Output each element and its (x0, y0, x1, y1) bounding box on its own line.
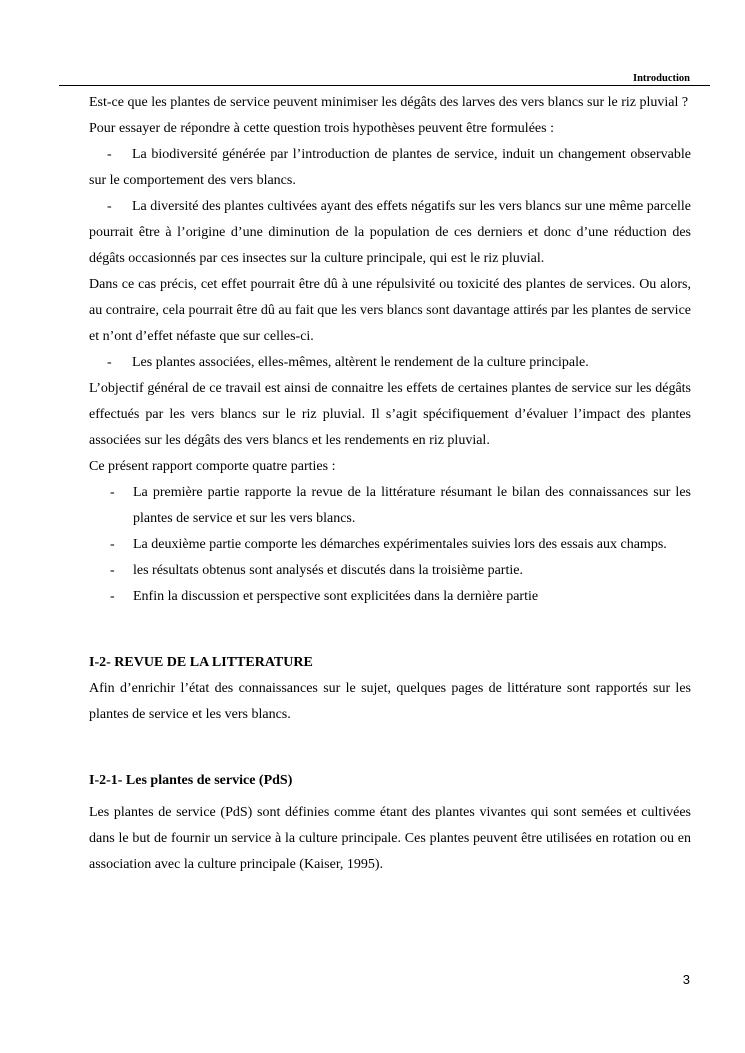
list-dash: - (107, 147, 112, 162)
hypothesis-item (89, 194, 691, 272)
page-content (89, 90, 691, 878)
hypothesis-detail: Dans ce cas précis, cet effet pourrait être dû à une répulsivité ou toxicité des plantes de services. Ou alors, au contraire, cela pourrait être dû au fait que les vers blancs sont davantage attirés par les plantes de service et n’ont d’effet néfaste que sur celles-ci. (89, 277, 691, 344)
hypothesis-text: La biodiversité générée par l’introduction de plantes de service, induit un changement observable sur le comportement des vers blancs. (89, 147, 691, 188)
list-item (89, 532, 691, 558)
list-item-text: Enfin la discussion et perspective sont explicitées dans la dernière partie (133, 589, 539, 604)
hypotheses-intro: Pour essayer de répondre à cette question trois hypothèses peuvent être formulées : (89, 121, 554, 136)
header-rule (59, 85, 710, 86)
review-paragraph: Afin d’enrichir l’état des connaissances sur le sujet, quelques pages de littérature sont rapportés sur les plantes de service et les vers blancs. (89, 681, 691, 722)
list-item (89, 584, 691, 610)
list-item (89, 480, 691, 532)
page-number: 3 (682, 972, 690, 987)
list-dash: - (107, 355, 112, 370)
pds-paragraph: Les plantes de service (PdS) sont définies comme étant des plantes vivantes qui sont semées et cultivées dans le but de fournir un service à la culture principale. Ces plantes peuvent être utilisées en rotation ou en association avec la culture principale (Kaiser, 1995). (89, 805, 691, 872)
list-item-text: les résultats obtenus sont analysés et discutés dans la troisième partie. (133, 563, 523, 578)
list-dash: - (107, 199, 112, 214)
list-item-text: La deuxième partie comporte les démarches expérimentales suivies lors des essais aux champs. (133, 537, 667, 552)
running-header: Introduction (633, 73, 690, 84)
section-heading-pds: I-2-1- Les plantes de service (PdS) (89, 773, 293, 788)
intro-question: Est-ce que les plantes de service peuvent minimiser les dégâts des larves des vers blancs sur le riz pluvial ? (89, 95, 689, 110)
hypothesis-text: La diversité des plantes cultivées ayant des effets négatifs sur les vers blancs sur une même parcelle pourrait être à l’origine d’une diminution de la population de ces derniers et donc d’une réduction des dégâts occasionnés par ces insectes sur la culture principale, qui est le riz pluvial. (89, 199, 691, 266)
objective-paragraph: L’objectif général de ce travail est ainsi de connaitre les effets de certaines plantes de service sur les dégâts effectués par les vers blancs sur le riz pluvial. Il s’agit spécifiquement d’évaluer l’impact des plantes associées sur les dégâts des vers blancs et les rendements en riz pluvial. (89, 381, 691, 448)
list-item (89, 558, 691, 584)
list-dash: - (110, 589, 115, 604)
list-item-text: La première partie rapporte la revue de la littérature résumant le bilan des connaissances sur les plantes de service et sur les vers blancs. (133, 485, 691, 526)
parts-intro: Ce présent rapport comporte quatre parties : (89, 459, 336, 474)
list-dash: - (110, 563, 115, 578)
hypothesis-item (89, 350, 691, 376)
hypothesis-item (89, 142, 691, 194)
section-heading-review: I-2- REVUE DE LA LITTERATURE (89, 655, 313, 670)
hypothesis-text: Les plantes associées, elles-mêmes, altèrent le rendement de la culture principale. (132, 355, 589, 370)
list-dash: - (110, 485, 115, 500)
list-dash: - (110, 537, 115, 552)
